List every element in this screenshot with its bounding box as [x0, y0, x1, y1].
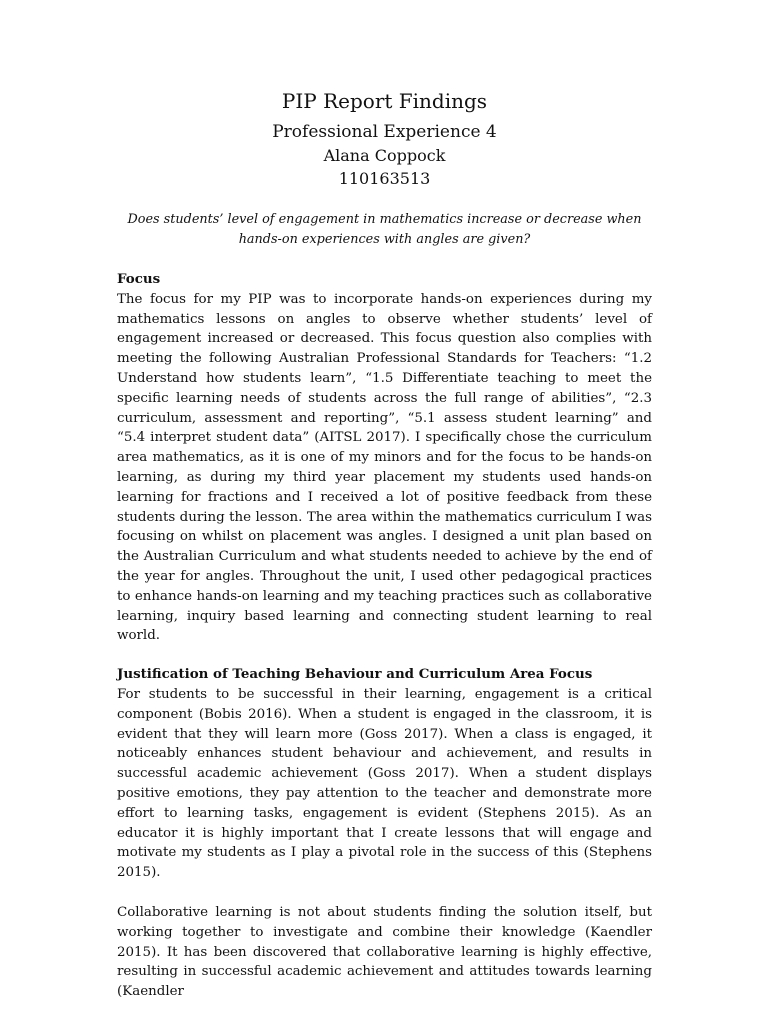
justification-paragraph-engagement: For students to be successful in their learning, engagement is a critical component (Bobis 2016). When a student is engaged in the classroom, it is evident that they will learn more (Goss 2017). When a class is engaged, it noticeably enhances student behaviour and achievement, and results in successful academic achievement (Goss 2017). When a student displays positive emotions, they pay attention to the teacher and demonstrate more effort to learning tasks, engagement is evident (Stephens 2015). As an educator it is highly important that I create lessons that will engage and motivate my students as I play a pivotal role in the success of this (Stephens 2015). [117, 686, 652, 881]
research-question: Does students’ level of engagement in mathematics increase or decrease when hands-on experiences with angles are given? [127, 212, 642, 247]
student-id: 110163513 [338, 169, 431, 188]
justification-paragraph-collaborative: Collaborative learning is not about students finding the solution itself, but working together to investigate and combine their knowledge (Kaendler 2015). It has been discovered that collaborative learning is highly effective, resulting in successful academic achievement and attitudes towards learning (Kaendler [117, 904, 652, 1000]
author-name: Alana Coppock [323, 146, 446, 165]
focus-heading: Focus [117, 271, 161, 287]
focus-paragraph: The focus for my PIP was to incorporate hands-on experiences during my mathematics lessons on angles to observe whether students’ level of engagement increased or decreased. This focus question also complies with meeting the following Australian Professional Standards for Teachers: “1.2 Understand how students learn”, “1.5 Differentiate teaching to meet the specific learning needs of students across the full range of abilities”, “2.3 curriculum, assessment and reporting”, “5.1 assess student learning” and “5.4 interpret student data” (AITSL 2017). I specifically chose the curriculum area mathematics, as it is one of my minors and for the focus to be hands-on learning, as during my third year placement my students used hands-on learning for fractions and I received a lot of positive feedback from these students during the lesson. The area within the mathematics curriculum I was focusing on whilst on placement was angles. I designed a unit plan based on the Australian Curriculum and what students needed to achieve by the end of the year for angles. Throughout the unit, I used other pedagogical practices to enhance hands-on learning and my teaching practices such as collaborative learning, inquiry based learning and connecting student learning to real world. [117, 291, 652, 644]
document-header [117, 88, 652, 190]
justification-heading: Justification of Teaching Behaviour and Curriculum Area Focus [117, 666, 593, 683]
document-title: PIP Report Findings [281, 89, 488, 113]
document-page [117, 88, 652, 1002]
document-subtitle: Professional Experience 4 [272, 122, 497, 142]
